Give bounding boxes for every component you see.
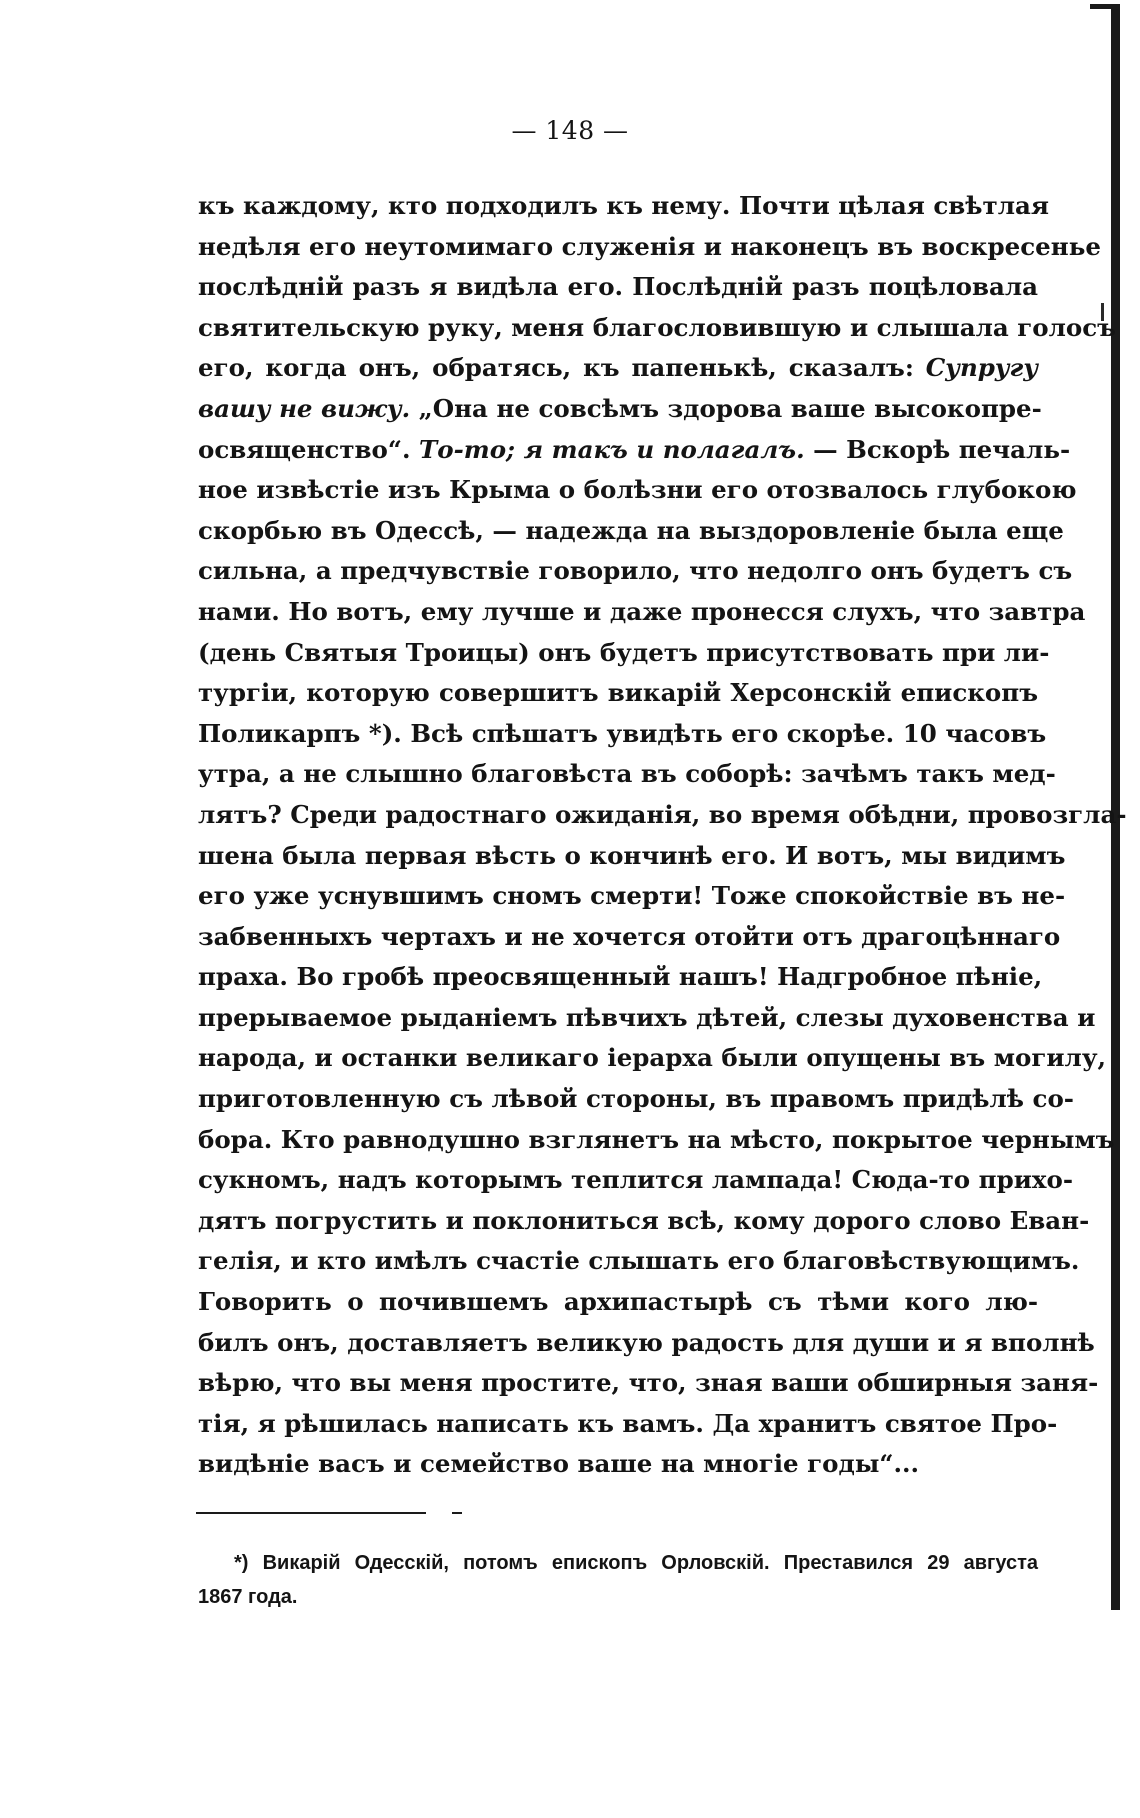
text-line xyxy=(198,1160,1074,1201)
text-segment: сильна, а предчувствіе говорило, что недолго онъ будетъ съ xyxy=(198,556,1073,586)
text-segment: Говорить о почившемъ архипастырѣ съ тѣми кого лю- xyxy=(198,1287,1038,1317)
text-segment: (день Святыя Троицы) онъ будетъ присутствовать при ли- xyxy=(198,637,1050,667)
footnote-line-1: *) Викарій Одесскій, потомъ епископъ Орловскій. Преставился 29 августа xyxy=(234,1552,1038,1574)
text-segment: тія, я рѣшилась написать къ вамъ. Да хранитъ святое Про- xyxy=(198,1408,1058,1438)
text-line xyxy=(198,795,1127,836)
text-line xyxy=(198,754,1056,795)
text-line xyxy=(198,917,1061,958)
text-line xyxy=(198,1404,1058,1445)
text-segment: народа, и останки великаго іерарха были опущены въ могилу, xyxy=(198,1043,1107,1073)
text-segment: приготовленную съ лѣвой стороны, въ правомъ придѣлѣ со- xyxy=(198,1084,1074,1114)
text-segment: его, когда онъ, обратясь, къ папенькѣ, сказалъ: xyxy=(198,353,926,383)
text-segment: вѣрю, что вы меня простите, что, зная ваши обширныя заня- xyxy=(198,1368,1099,1398)
text-segment: гелія, и кто имѣлъ счастіе слышать его благовѣствующимъ. xyxy=(198,1246,1080,1276)
text-line xyxy=(198,389,1042,430)
text-segment: тургіи, которую совершитъ викарій Херсонскій епископъ xyxy=(198,678,1038,708)
text-segment: утра, а не слышно благовѣста въ соборѣ: зачѣмъ такъ мед- xyxy=(198,759,1056,789)
text-line xyxy=(198,1241,1080,1282)
text-line xyxy=(198,551,1073,592)
text-segment: шена была первая вѣсть о кончинѣ его. И вотъ, мы видимъ xyxy=(198,840,1066,870)
text-line xyxy=(198,957,1043,998)
text-segment: его уже уснувшимъ сномъ смерти! Тоже спокойствіе въ не- xyxy=(198,881,1066,911)
footnote-separator-tail xyxy=(452,1512,462,1514)
text-segment: забвенныхъ чертахъ и не хочется отойти отъ драгоцѣннаго xyxy=(198,921,1061,951)
text-line xyxy=(198,592,1086,633)
text-segment: „Она не совсѣмъ здорова ваше высокопре- xyxy=(410,393,1042,423)
text-line xyxy=(198,876,1066,917)
text-line xyxy=(198,1120,1115,1161)
text-line xyxy=(198,470,1077,511)
text-segment: сукномъ, надъ которымъ теплится лампада! Сюда-то прихо- xyxy=(198,1165,1074,1195)
text-line xyxy=(198,227,1101,268)
text-line xyxy=(198,1282,1038,1323)
text-line xyxy=(198,1444,1038,1485)
text-line xyxy=(198,1323,1095,1364)
italic-quote: вашу не вижу. xyxy=(198,393,411,423)
italic-quote: То-то; я такъ и полагалъ. xyxy=(419,434,805,464)
text-segment: видѣніе васъ и семейство ваше на многіе годы“... xyxy=(198,1449,920,1479)
text-segment: нами. Но вотъ, ему лучше и даже пронесся слухъ, что завтра xyxy=(198,596,1086,626)
text-line xyxy=(198,1079,1074,1120)
text-line xyxy=(198,1038,1107,1079)
footnote xyxy=(198,1546,1038,1614)
text-segment: послѣдній разъ я видѣла его. Послѣдній разъ поцѣловала xyxy=(198,272,1038,302)
text-line xyxy=(198,836,1066,877)
text-segment: недѣля его неутомимаго служенія и наконецъ въ воскресенье xyxy=(198,231,1101,261)
page-number: — 148 — xyxy=(511,116,629,145)
text-segment: бора. Кто равнодушно взглянетъ на мѣсто, покрытое чернымъ xyxy=(198,1124,1115,1154)
text-segment: къ каждому, кто подходилъ къ нему. Почти цѣлая свѣтлая xyxy=(198,191,1049,220)
text-segment: Поликарпъ *). Всѣ спѣшатъ увидѣть его скорѣе. 10 часовъ xyxy=(198,718,1047,748)
main-text xyxy=(198,186,1127,1485)
text-segment: скорбью въ Одессѣ, — надежда на выздоровленіе была еще xyxy=(198,515,1064,545)
text-segment: дятъ погрустить и поклониться всѣ, кому дорого слово Еван- xyxy=(198,1205,1090,1235)
text-segment: прерываемое рыданіемъ пѣвчихъ дѣтей, слезы духовенства и xyxy=(198,1002,1096,1032)
text-segment: лятъ? Среди радостнаго ожиданія, во время обѣдни, провозгла- xyxy=(198,799,1127,829)
text-line xyxy=(198,633,1050,674)
text-line xyxy=(198,1201,1090,1242)
text-line xyxy=(198,998,1096,1039)
text-line xyxy=(198,714,1047,755)
text-line xyxy=(198,308,1116,349)
text-segment: билъ онъ, доставляетъ великую радость для души и я вполнѣ xyxy=(198,1327,1095,1357)
text-segment: — Вскорѣ печаль- xyxy=(804,434,1071,464)
text-line xyxy=(198,511,1064,552)
text-line xyxy=(198,348,1038,389)
text-line xyxy=(198,673,1038,714)
footnote-separator xyxy=(196,1512,426,1514)
footnote-line-2: 1867 года. xyxy=(198,1586,298,1608)
text-segment: освященство“. xyxy=(198,434,420,464)
text-line xyxy=(198,186,1049,227)
text-segment: праха. Во гробѣ преосвященный нашъ! Надгробное пѣніе, xyxy=(198,962,1043,992)
text-line xyxy=(198,430,1071,471)
italic-quote: Супругу xyxy=(925,353,1038,383)
text-line xyxy=(198,1363,1099,1404)
text-line xyxy=(198,267,1038,308)
text-segment: святительскую руку, меня благословившую и слышала голосъ xyxy=(198,312,1116,342)
text-segment: ное извѣстіе изъ Крыма о болѣзни его отозвалось глубокою xyxy=(198,475,1077,505)
